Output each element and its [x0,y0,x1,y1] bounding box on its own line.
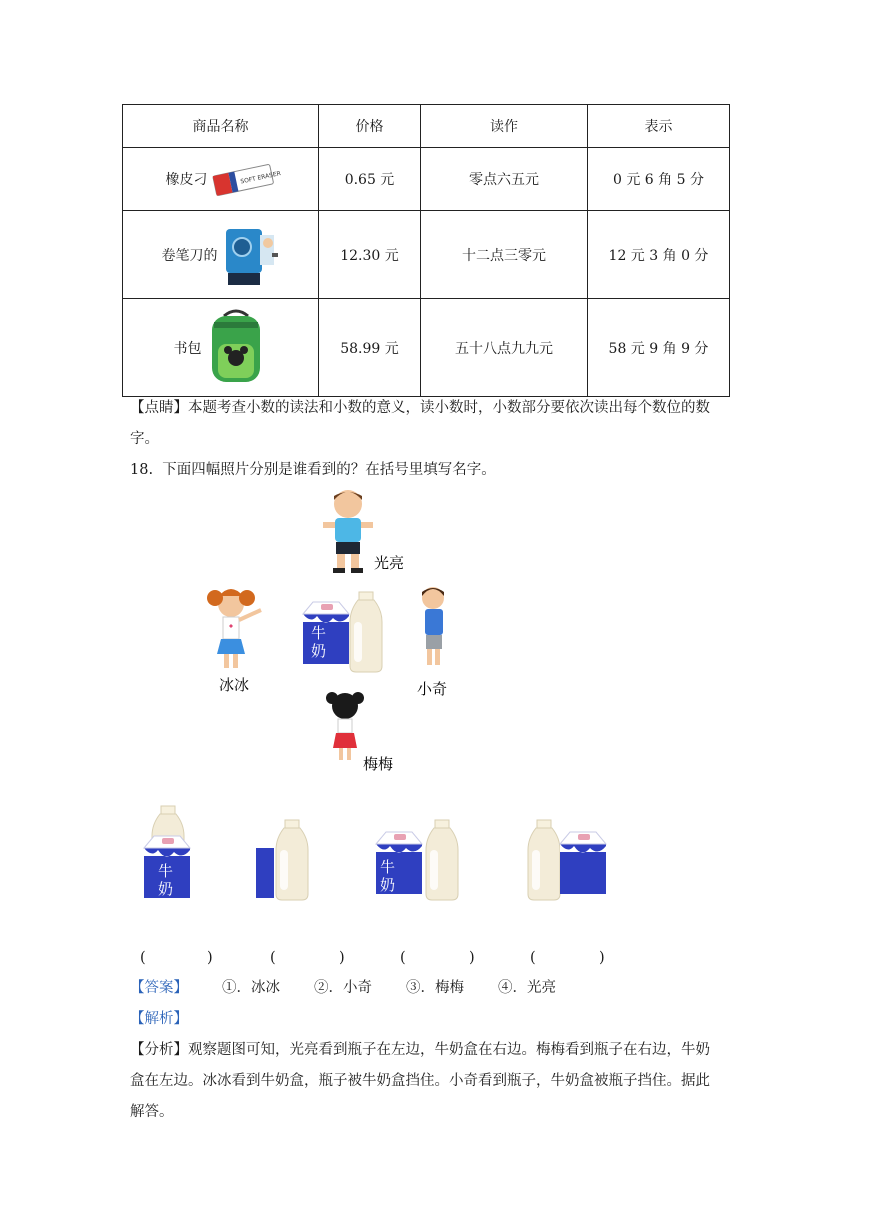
photo3-carton-text-1: 牛 [380,858,396,876]
row-name: 书包 [173,340,202,357]
row-repr: 12 元 3 角 0 分 [588,211,730,299]
row-read: 十二点三零元 [421,211,588,299]
row-name-cell [123,211,319,299]
row-read: 零点六五元 [421,148,588,211]
row-price: 58.99 元 [319,299,421,397]
answer-tag: 【答案】 [130,980,188,996]
photo1-carton-text-2: 奶 [158,880,174,898]
table-row [123,299,730,397]
photo-3 [376,820,458,900]
answer-item-3: ③．梅梅 [406,980,464,996]
row-price: 12.30 元 [319,211,421,299]
boy-right-figure [422,587,444,665]
girl-left-figure [207,589,261,668]
analysis-tag: 【解析】 [130,1011,188,1027]
header-repr: 表示 [588,105,730,148]
row-read: 五十八点九九元 [421,299,588,397]
carton-text-2: 奶 [311,642,327,660]
question-text: 下面四幅照片分别是谁看到的？在括号里填写名字。 [162,462,496,478]
eraser-label: SOFT ERASER [239,170,281,186]
blank-2-open: ( [270,950,276,966]
carton-text-1: 牛 [311,624,327,642]
blank-4-close: ) [599,950,605,966]
blank-4-open: ( [530,950,536,966]
eraser-image [210,162,281,196]
question [130,460,496,480]
answer-item-4: ④．光亮 [498,980,556,996]
row-name: 橡皮刁 [165,172,208,188]
carton-center [303,602,349,664]
comment-line-1 [130,398,710,418]
name-left: 冰冰 [219,676,250,694]
answer-item-1: ①．冰冰 [222,980,280,996]
header-name: 商品名称 [123,105,319,148]
table-header-row [123,105,730,148]
boy-top-figure [323,490,373,573]
photos-row [140,806,610,906]
scene-illustration [195,486,475,786]
blank-1-open: ( [140,950,146,966]
table-row [123,211,730,299]
goods-table [122,104,730,397]
name-top: 光亮 [374,554,405,572]
blank-1-close: ) [207,950,213,966]
reasoning-line-1 [130,1040,710,1060]
name-right: 小奇 [417,680,448,698]
row-name-cell [123,299,319,397]
photo-2 [256,820,308,900]
bottle-center [350,592,382,672]
reasoning-text-1: 观察题图可知，光亮看到瓶子在左边，牛奶盒在右边。梅梅看到瓶子在右边，牛奶 [188,1042,710,1058]
blank-3-open: ( [400,950,406,966]
blank-2-close: ) [339,950,345,966]
table-row [123,148,730,211]
row-name-cell [123,148,319,211]
name-bottom: 梅梅 [363,755,394,773]
header-price: 价格 [319,105,421,148]
backpack-image [204,308,268,388]
row-price: 0.65 元 [319,148,421,211]
comment-line-2: 字。 [130,431,159,447]
reasoning-line-3: 解答。 [130,1104,174,1120]
row-repr: 0 元 6 角 5 分 [588,148,730,211]
comment-text-1: 本题考查小数的读法和小数的意义，读小数时，小数部分要依次读出每个数位的数 [188,400,710,416]
row-repr: 58 元 9 角 9 分 [588,299,730,397]
photo3-carton-text-2: 奶 [380,876,396,894]
reasoning-tag: 【分析】 [130,1042,188,1058]
sharpener-image [220,223,280,287]
row-name: 卷笔刀的 [161,247,218,264]
answer-item-2: ②．小奇 [314,980,372,996]
photo-1 [144,806,190,898]
blank-3-close: ) [469,950,475,966]
header-read: 读作 [421,105,588,148]
photo1-carton-text-1: 牛 [158,862,174,880]
question-number: 18. [130,462,154,478]
reasoning-line-2: 盒在左边。冰冰看到牛奶盒，瓶子被牛奶盒挡住。小奇看到瓶子，牛奶盒被瓶子挡住。据此 [130,1073,710,1089]
photo-4 [528,820,606,900]
girl-bottom-figure [326,692,364,760]
comment-tag: 【点睛】 [130,400,188,416]
